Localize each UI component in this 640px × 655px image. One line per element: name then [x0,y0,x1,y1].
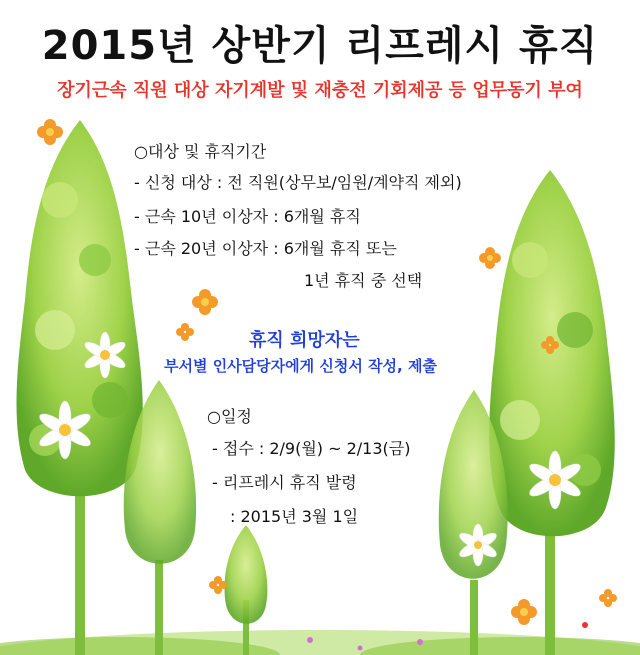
eligibility-item: 1년 휴직 중 선택 [304,271,423,290]
schedule-item: : 2015년 3월 1일 [230,507,359,526]
grass [0,630,640,655]
tree-right [489,170,615,655]
notice-heading: 휴직 희망자는 [249,330,360,351]
section-eligibility-heading: ○대상 및 휴직기간 [134,142,267,161]
section-schedule-heading: ○일정 [207,407,252,426]
eligibility-item: - 신청 대상 : 전 직원(상무보/임원/계약직 제외) [134,173,462,192]
eligibility-item: - 근속 20년 이상자 : 6개월 휴직 또는 [134,239,397,258]
notice-detail: 부서별 인사담당자에게 신청서 작성, 제출 [164,357,437,375]
schedule-item: - 리프레시 휴직 발령 [212,473,357,492]
schedule-item: - 접수 : 2/9(월) ~ 2/13(금) [212,439,411,458]
page-title: 2015년 상반기 리프레시 휴직 [41,23,599,69]
tree-left [16,120,142,655]
page-subtitle: 장기근속 직원 대상 자기계발 및 재충전 기회제공 등 업무동기 부여 [57,80,583,101]
eligibility-item: - 근속 10년 이상자 : 6개월 휴직 [134,207,361,226]
